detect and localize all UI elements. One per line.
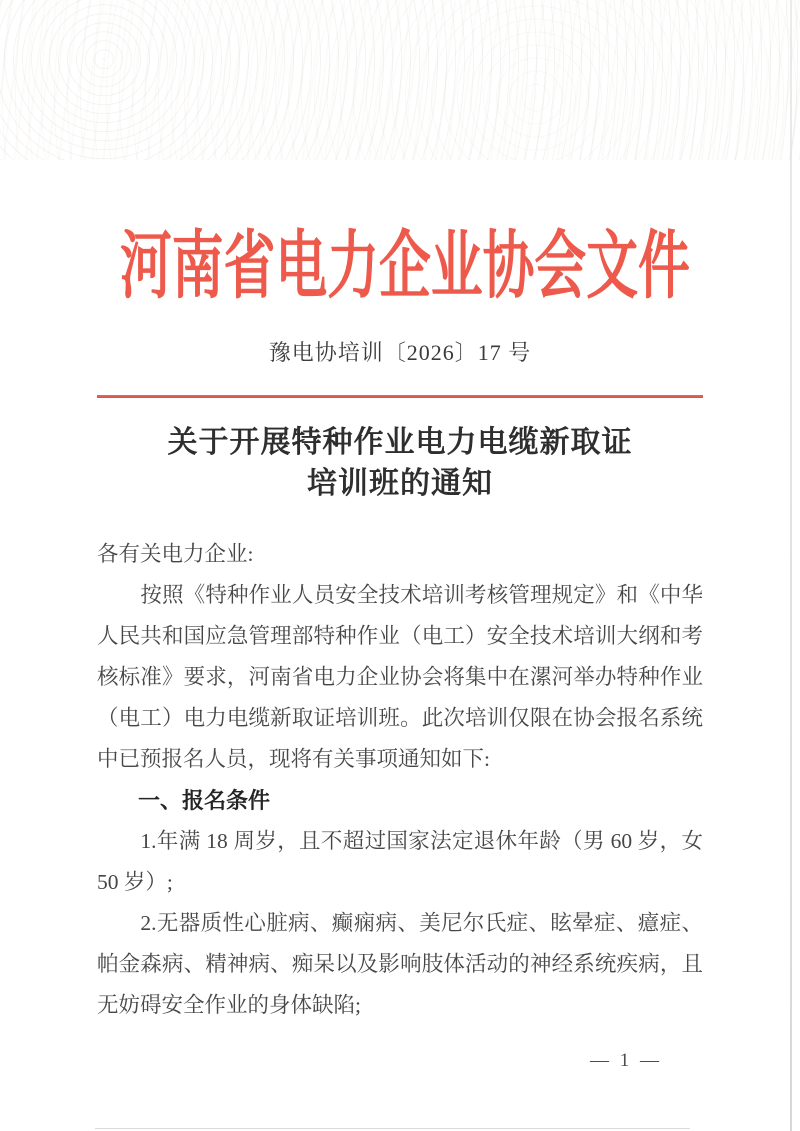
section1-heading: 一、报名条件 — [138, 788, 271, 813]
page-number: — 1 — — [590, 1050, 662, 1071]
body-line-para1-1: 按照《特种作业人员安全技术培训考核管理规定》和《中华 — [140, 583, 703, 607]
document-body — [97, 534, 703, 1026]
body-line-item2-2: 帕金森病、精神病、痴呆以及影响肢体活动的神经系统疾病，且 — [97, 952, 703, 976]
red-divider-line — [97, 395, 703, 398]
body-line-item1-2: 50 岁）; — [97, 870, 173, 894]
body-line-item2-3: 无妨碍安全作业的身体缺陷; — [97, 993, 361, 1017]
letterhead-title: 河南省电力企业协会文件 — [120, 226, 690, 308]
document-title — [0, 422, 800, 504]
body-line-para1-5: 中已预报名人员，现将有关事项通知如下: — [97, 747, 490, 771]
scan-noise-texture — [0, 0, 800, 160]
scan-edge-artifact-bottom — [95, 1128, 690, 1129]
body-line-item2-1: 2.无器质性心脏病、癫痫病、美尼尔氏症、眩晕症、癔症、 — [140, 911, 703, 935]
body-line-para1-4: （电工）电力电缆新取证培训班。此次培训仅限在协会报名系统 — [97, 706, 703, 730]
scan-edge-artifact-right — [790, 0, 792, 1131]
document-title-line1: 关于开展特种作业电力电缆新取证 — [167, 426, 633, 459]
body-line-salutation: 各有关电力企业: — [97, 542, 254, 566]
document-number: 豫电协培训〔2026〕17 号 — [268, 340, 532, 365]
body-line-para1-3: 核标准》要求，河南省电力企业协会将集中在漯河举办特种作业 — [97, 665, 703, 689]
document-title-line2: 培训班的通知 — [307, 467, 493, 500]
body-line-para1-2: 人民共和国应急管理部特种作业（电工）安全技术培训大纲和考 — [97, 624, 703, 648]
body-line-item1-1: 1.年满 18 周岁，且不超过国家法定退休年龄（男 60 岁，女 — [140, 829, 703, 853]
